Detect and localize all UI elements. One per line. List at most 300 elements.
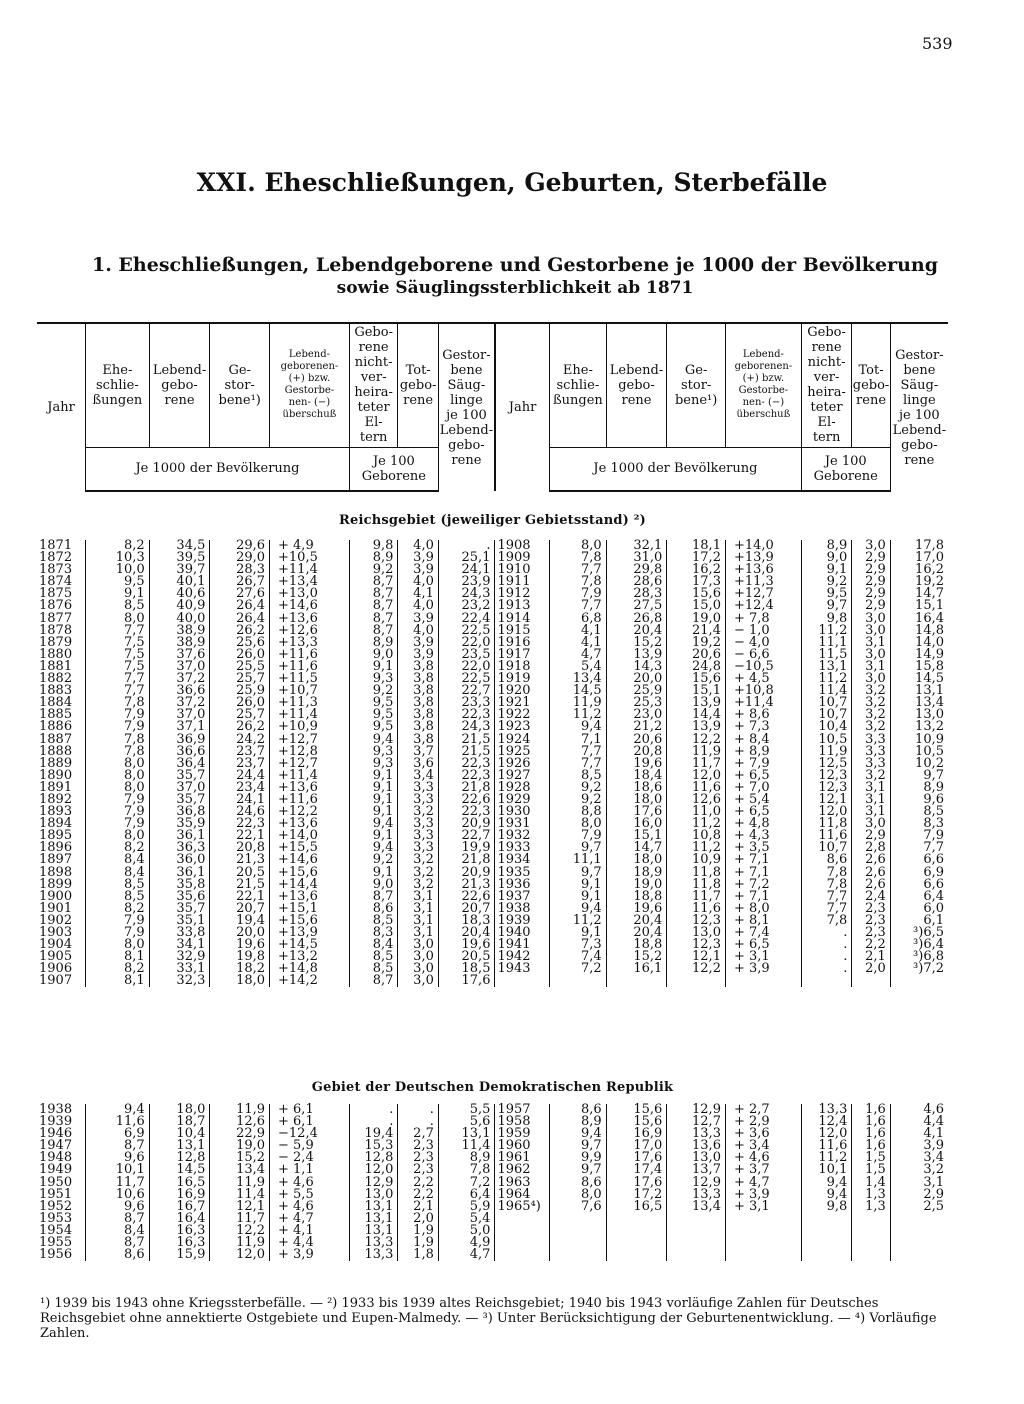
value-cell: 3,7 [398, 746, 438, 758]
value-cell: +12,2 [270, 806, 350, 818]
table-row [37, 649, 948, 661]
value-cell: 2,8 [852, 842, 890, 854]
value-cell [667, 1237, 726, 1249]
year-cell: 1912 [495, 588, 550, 600]
value-cell: 7,8 [801, 867, 852, 879]
value-cell: 1,6 [852, 1104, 890, 1116]
year-cell: 1947 [39, 1138, 73, 1154]
value-cell: 3,1 [398, 903, 438, 915]
value-cell: 3,8 [398, 673, 438, 685]
value-cell: 7,8 [801, 879, 852, 891]
value-cell: 8,7 [349, 613, 398, 625]
value-cell: 40,9 [149, 600, 210, 612]
year-cell: 1889 [39, 755, 73, 771]
value-cell [852, 1237, 890, 1249]
value-cell [890, 1249, 948, 1261]
value-cell [725, 1249, 801, 1261]
value-cell: 9,4 [801, 1189, 852, 1201]
value-cell: 8,7 [349, 891, 398, 903]
value-cell: +14,6 [270, 854, 350, 866]
value-cell: 18,5 [438, 963, 495, 975]
value-cell: 9,0 [801, 552, 852, 564]
year-cell: 1932 [495, 830, 550, 842]
value-cell: 25,6 [210, 637, 270, 649]
value-cell: 7,5 [86, 637, 150, 649]
value-cell: 8,0 [86, 939, 150, 951]
value-cell: 22,1 [210, 891, 270, 903]
value-cell: 7,5 [86, 649, 150, 661]
value-cell: + 5,5 [270, 1189, 350, 1201]
year-cell: 1883 [39, 683, 73, 699]
year-cell [495, 1213, 550, 1225]
value-cell: + 7,1 [725, 867, 801, 879]
value-cell: +13,0 [270, 588, 350, 600]
value-cell [801, 1213, 852, 1225]
value-cell: 20,7 [438, 903, 495, 915]
table-header [37, 322, 948, 492]
value-cell: 6,4 [438, 1189, 495, 1201]
table-row [37, 661, 948, 673]
value-cell: 36,0 [149, 854, 210, 866]
header-saeuglinge: Gestor- bene Säug- linge je 100 Lebend- gebo- rene [438, 323, 495, 491]
value-cell: 9,1 [550, 927, 607, 939]
table-row [37, 1104, 948, 1116]
value-cell: 3,0 [398, 975, 438, 987]
value-cell: 17,6 [606, 1152, 667, 1164]
value-cell: + 8,1 [725, 915, 801, 927]
value-cell: 10,2 [890, 758, 948, 770]
value-cell: 19,0 [667, 613, 726, 625]
year-cell: 1941 [495, 939, 550, 951]
value-cell: +12,6 [270, 625, 350, 637]
value-cell: 10,7 [801, 697, 852, 709]
value-cell: 8,5 [349, 915, 398, 927]
header-je100-right: Je 100 Geborene [801, 447, 890, 491]
value-cell: 32,9 [149, 951, 210, 963]
value-cell: 8,9 [890, 782, 948, 794]
value-cell: 17,2 [606, 1189, 667, 1201]
value-cell: 3,3 [852, 758, 890, 770]
year-cell: 1955 [39, 1235, 73, 1251]
value-cell: 8,6 [349, 903, 398, 915]
value-cell: 3,3 [398, 830, 438, 842]
value-cell: + 3,6 [725, 1128, 801, 1140]
header-lebend-right: Lebend- gebo- rene [606, 323, 667, 447]
value-cell: 7,9 [550, 588, 607, 600]
value-cell: + 3,5 [725, 842, 801, 854]
value-cell: + 4,6 [725, 1152, 801, 1164]
value-cell: 14,0 [890, 637, 948, 649]
value-cell: 8,2 [86, 963, 150, 975]
value-cell: 8,1 [86, 951, 150, 963]
year-cell: 1893 [39, 804, 73, 820]
value-cell: 11,6 [667, 782, 726, 794]
table-row [37, 600, 948, 612]
value-cell [667, 1249, 726, 1261]
value-cell: 13,9 [606, 649, 667, 661]
value-cell: 11,6 [801, 1140, 852, 1152]
value-cell: 13,3 [349, 1249, 398, 1261]
value-cell: 7,7 [890, 842, 948, 854]
value-cell: 10,7 [801, 842, 852, 854]
value-cell: 11,6 [801, 830, 852, 842]
value-cell [667, 1225, 726, 1237]
value-cell: 5,5 [438, 1104, 495, 1116]
value-cell: − 1,0 [725, 625, 801, 637]
value-cell: 18,3 [438, 915, 495, 927]
table-row [37, 673, 948, 685]
value-cell: 13,4 [210, 1164, 270, 1176]
value-cell: 19,9 [438, 842, 495, 854]
value-cell: 19,6 [606, 758, 667, 770]
value-cell: 9,5 [349, 697, 398, 709]
value-cell: 5,4 [438, 1213, 495, 1225]
value-cell: 38,9 [149, 625, 210, 637]
value-cell: + 7,8 [725, 613, 801, 625]
table-row [37, 939, 948, 951]
value-cell [725, 1213, 801, 1225]
value-cell: 4,1 [550, 637, 607, 649]
value-cell: 9,6 [86, 1152, 150, 1164]
value-cell: 9,4 [801, 1177, 852, 1189]
value-cell: 4,1 [550, 625, 607, 637]
year-cell: 1931 [495, 818, 550, 830]
value-cell: +14,5 [270, 939, 350, 951]
value-cell: 19,2 [890, 576, 948, 588]
header-totgeborene-right: Tot- gebo- rene [852, 323, 890, 447]
value-cell: 8,4 [86, 854, 150, 866]
value-cell [667, 975, 726, 987]
year-cell: 1923 [495, 721, 550, 733]
year-cell: 1888 [39, 743, 73, 759]
value-cell: 9,1 [349, 782, 398, 794]
value-cell: 35,8 [149, 879, 210, 891]
value-cell: 3,2 [852, 721, 890, 733]
value-cell: 20,5 [438, 951, 495, 963]
value-cell: 21,8 [438, 854, 495, 866]
value-cell: +14,2 [270, 975, 350, 987]
value-cell: 3,2 [852, 709, 890, 721]
year-cell: 1959 [495, 1128, 550, 1140]
value-cell: + 4,1 [270, 1225, 350, 1237]
value-cell: 37,2 [149, 673, 210, 685]
value-cell: + 7,0 [725, 782, 801, 794]
value-cell: 16,4 [890, 613, 948, 625]
year-cell: 1949 [39, 1162, 73, 1178]
value-cell: 13,3 [667, 1128, 726, 1140]
value-cell: + 7,4 [725, 927, 801, 939]
value-cell: 8,6 [801, 854, 852, 866]
header-gestorbene: Ge- stor- bene¹) [210, 323, 270, 447]
value-cell: + 7,1 [725, 854, 801, 866]
year-cell [495, 1237, 550, 1249]
table-row [37, 1225, 948, 1237]
value-cell: 11,9 [801, 746, 852, 758]
value-cell: 16,5 [149, 1177, 210, 1189]
value-cell: 14,5 [550, 685, 607, 697]
value-cell: 16,3 [149, 1225, 210, 1237]
year-cell: 1886 [39, 719, 73, 735]
value-cell: 8,9 [349, 637, 398, 649]
value-cell: 7,7 [550, 746, 607, 758]
value-cell: 14,9 [890, 649, 948, 661]
year-cell: 1878 [39, 622, 73, 638]
value-cell: 36,9 [149, 734, 210, 746]
value-cell: 9,1 [349, 830, 398, 842]
value-cell: 25,5 [210, 661, 270, 673]
value-cell: 20,7 [210, 903, 270, 915]
value-cell: 7,8 [801, 915, 852, 927]
value-cell: 2,0 [398, 1213, 438, 1225]
value-cell: 12,7 [667, 1116, 726, 1128]
value-cell: 21,4 [667, 625, 726, 637]
table-row [37, 903, 948, 915]
value-cell: 4,0 [398, 625, 438, 637]
value-cell: 2,2 [398, 1189, 438, 1201]
value-cell: 26,4 [210, 600, 270, 612]
value-cell: 13,1 [349, 1201, 398, 1213]
value-cell: 7,7 [86, 685, 150, 697]
value-cell: 15,6 [606, 1116, 667, 1128]
value-cell [606, 1249, 667, 1261]
value-cell: 16,2 [890, 564, 948, 576]
value-cell: 9,1 [349, 794, 398, 806]
value-cell: 7,4 [550, 951, 607, 963]
value-cell: 8,3 [349, 927, 398, 939]
value-cell: 1,3 [852, 1189, 890, 1201]
value-cell: 13,2 [890, 721, 948, 733]
year-cell: 1926 [495, 758, 550, 770]
value-cell: + 4,9 [270, 540, 350, 552]
value-cell: . [349, 1104, 398, 1116]
value-cell: 12,4 [801, 1116, 852, 1128]
year-cell: 1933 [495, 842, 550, 854]
value-cell: . [398, 1116, 438, 1128]
value-cell: + 5,4 [725, 794, 801, 806]
year-cell [495, 1225, 550, 1237]
value-cell: 9,8 [801, 613, 852, 625]
value-cell: 21,5 [210, 879, 270, 891]
value-cell: 15,1 [606, 830, 667, 842]
year-cell: 1908 [495, 540, 550, 552]
table-row [37, 842, 948, 854]
value-cell: 10,5 [890, 746, 948, 758]
value-cell: 7,8 [550, 552, 607, 564]
value-cell: +12,7 [725, 588, 801, 600]
year-cell: 1915 [495, 625, 550, 637]
value-cell: 29,0 [210, 552, 270, 564]
table-row [37, 1116, 948, 1128]
value-cell: 8,3 [890, 818, 948, 830]
value-cell: 10,1 [801, 1164, 852, 1176]
value-cell: +10,5 [270, 552, 350, 564]
table-row [37, 770, 948, 782]
table-row [37, 540, 948, 552]
year-cell: 1898 [39, 864, 73, 880]
value-cell: 11,1 [801, 637, 852, 649]
value-cell: 3,1 [852, 782, 890, 794]
value-cell: − 5,9 [270, 1140, 350, 1152]
value-cell: 7,7 [550, 758, 607, 770]
value-cell: 7,9 [86, 818, 150, 830]
value-cell: +11,4 [270, 770, 350, 782]
value-cell: 6,6 [890, 854, 948, 866]
year-cell: 1962 [495, 1164, 550, 1176]
value-cell: 7,9 [86, 927, 150, 939]
value-cell: 7,6 [550, 1201, 607, 1213]
value-cell: 23,5 [438, 649, 495, 661]
value-cell [852, 975, 890, 987]
value-cell: 3,1 [852, 661, 890, 673]
table-row [37, 830, 948, 842]
value-cell: 3,9 [398, 649, 438, 661]
value-cell: 8,9 [438, 1152, 495, 1164]
value-cell: 40,1 [149, 576, 210, 588]
value-cell: 17,3 [667, 576, 726, 588]
value-cell: 9,3 [349, 673, 398, 685]
value-cell: + 4,6 [270, 1201, 350, 1213]
value-cell: 19,0 [606, 879, 667, 891]
value-cell: 18,6 [606, 782, 667, 794]
value-cell: 11,7 [667, 891, 726, 903]
year-cell: 1910 [495, 564, 550, 576]
year-cell: 1875 [39, 586, 73, 602]
value-cell: 38,9 [149, 637, 210, 649]
value-cell: 13,1 [890, 685, 948, 697]
value-cell: +11,3 [270, 697, 350, 709]
value-cell: 20,0 [606, 673, 667, 685]
value-cell: 4,4 [890, 1116, 948, 1128]
value-cell: 2,9 [852, 830, 890, 842]
value-cell: 13,0 [667, 927, 726, 939]
value-cell: +13,6 [270, 818, 350, 830]
table-row [37, 1128, 948, 1140]
value-cell: . [801, 963, 852, 975]
value-cell: + 4,8 [725, 818, 801, 830]
value-cell: 9,0 [349, 649, 398, 661]
value-cell: 9,1 [550, 879, 607, 891]
value-cell: 2,3 [852, 915, 890, 927]
year-cell: 1925 [495, 746, 550, 758]
value-cell: 24,8 [667, 661, 726, 673]
value-cell: 9,4 [349, 842, 398, 854]
table-row [37, 697, 948, 709]
value-cell: 3,9 [398, 564, 438, 576]
value-cell: + 3,9 [270, 1249, 350, 1261]
value-cell: 4,0 [398, 600, 438, 612]
value-cell: 6,9 [86, 1128, 150, 1140]
value-cell: + 6,5 [725, 939, 801, 951]
value-cell [606, 975, 667, 987]
value-cell: 22,6 [438, 794, 495, 806]
value-cell: 26,8 [606, 613, 667, 625]
value-cell: 1,9 [398, 1225, 438, 1237]
year-cell: 1897 [39, 852, 73, 868]
value-cell: 12,2 [210, 1225, 270, 1237]
value-cell: 27,5 [606, 600, 667, 612]
value-cell: 9,9 [550, 1152, 607, 1164]
value-cell: 10,8 [667, 830, 726, 842]
value-cell [801, 1249, 852, 1261]
value-cell: 11,8 [667, 867, 726, 879]
value-cell: 40,6 [149, 588, 210, 600]
value-cell: 22,5 [438, 673, 495, 685]
value-cell: 3,1 [852, 637, 890, 649]
value-cell: 9,6 [890, 794, 948, 806]
value-cell: 3,2 [890, 1164, 948, 1176]
header-je1000: Je 1000 der Bevölkerung [86, 447, 350, 491]
year-cell: 1901 [39, 900, 73, 916]
value-cell: 11,4 [801, 685, 852, 697]
value-cell: ³)6,8 [890, 951, 948, 963]
header-je100: Je 100 Geborene [349, 447, 438, 491]
value-cell: + 4,7 [725, 1177, 801, 1189]
value-cell: 21,3 [210, 854, 270, 866]
value-cell [606, 1237, 667, 1249]
value-cell: 36,6 [149, 746, 210, 758]
value-cell: 22,1 [210, 830, 270, 842]
value-cell: 7,7 [86, 673, 150, 685]
table-title: 1. Eheschließungen, Lebendgeborene und Gestorbene je 1000 der Bevölkerung [91, 254, 938, 276]
value-cell: . [438, 540, 495, 552]
year-cell: 1953 [39, 1210, 73, 1226]
value-cell: 17,0 [606, 1140, 667, 1152]
value-cell: 7,7 [550, 600, 607, 612]
value-cell: +14,8 [270, 963, 350, 975]
value-cell: 13,3 [349, 1237, 398, 1249]
value-cell: 2,2 [398, 1177, 438, 1189]
table-row [37, 709, 948, 721]
value-cell: 26,0 [210, 649, 270, 661]
value-cell: 13,6 [667, 1140, 726, 1152]
value-cell: 15,3 [349, 1140, 398, 1152]
value-cell: 3,9 [398, 552, 438, 564]
value-cell: 8,6 [550, 1177, 607, 1189]
value-cell: 9,7 [550, 842, 607, 854]
year-cell: 1942 [495, 951, 550, 963]
value-cell [801, 1225, 852, 1237]
value-cell: 8,5 [890, 806, 948, 818]
value-cell: 12,8 [149, 1152, 210, 1164]
year-cell: 1920 [495, 685, 550, 697]
year-cell: 1879 [39, 634, 73, 650]
value-cell [725, 1225, 801, 1237]
value-cell: 7,1 [550, 734, 607, 746]
table-row [37, 782, 948, 794]
value-cell: 9,4 [550, 903, 607, 915]
year-cell: 1946 [39, 1126, 73, 1142]
value-cell: 32,3 [149, 975, 210, 987]
table-row [37, 637, 948, 649]
value-cell [725, 975, 801, 987]
value-cell: 22,0 [438, 637, 495, 649]
value-cell: + 1,1 [270, 1164, 350, 1176]
value-cell: 22,7 [438, 685, 495, 697]
value-cell: 15,2 [210, 1152, 270, 1164]
value-cell: 8,5 [349, 951, 398, 963]
value-cell: ³)7,2 [890, 963, 948, 975]
value-cell: 21,5 [438, 734, 495, 746]
value-cell: 10,5 [801, 734, 852, 746]
value-cell: −10,5 [725, 661, 801, 673]
year-cell: 1891 [39, 779, 73, 795]
year-cell: 1934 [495, 854, 550, 866]
value-cell [801, 1237, 852, 1249]
value-cell: 3,4 [398, 770, 438, 782]
value-cell: 3,8 [398, 685, 438, 697]
value-cell: 22,3 [210, 818, 270, 830]
value-cell: 22,3 [438, 770, 495, 782]
